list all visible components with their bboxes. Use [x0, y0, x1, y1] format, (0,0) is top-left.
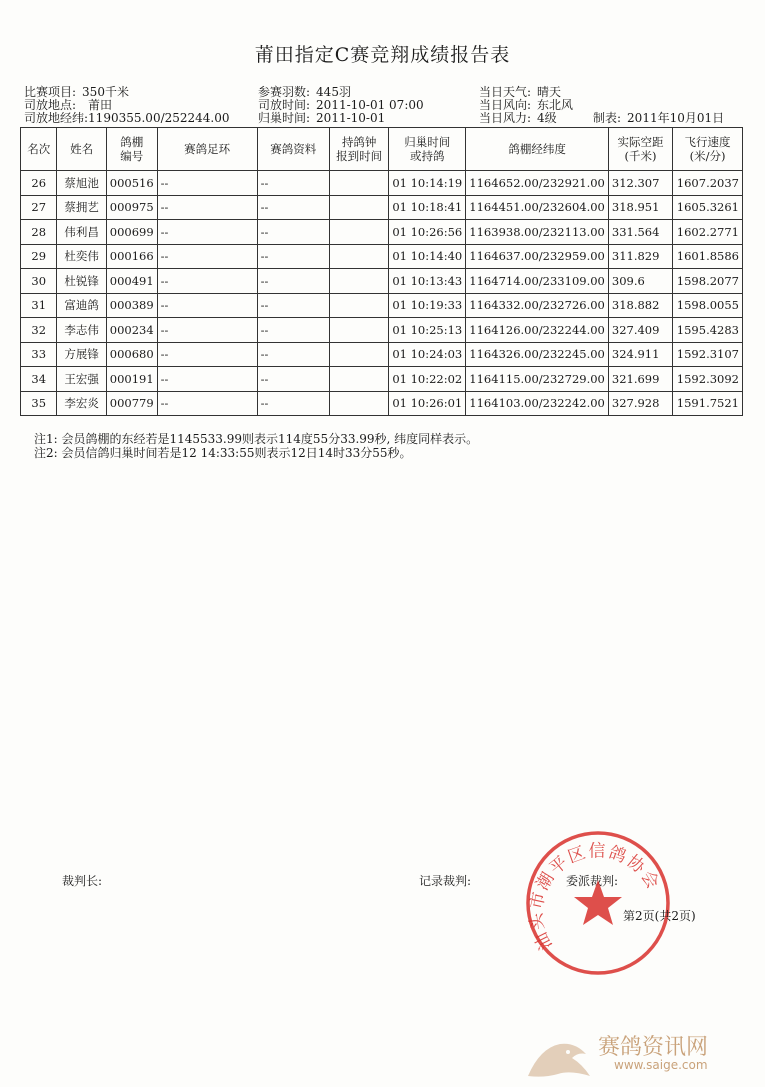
- cell-name: 富迪鸽: [57, 293, 106, 318]
- cell-info: --: [257, 220, 329, 245]
- meta-value: 1190355.00/252244.00: [88, 111, 230, 125]
- cell-rank: 32: [21, 318, 57, 343]
- header-speed: 飞行速度 (米/分): [673, 128, 743, 171]
- cell-name: 王宏强: [57, 367, 106, 392]
- cell-info: --: [257, 391, 329, 416]
- table-row: [21, 391, 743, 416]
- cell-clock-time: [329, 220, 388, 245]
- cell-name: 蔡拥艺: [57, 195, 106, 220]
- cell-loft-coords: 1164637.00/232959.00: [466, 244, 609, 269]
- table-row: [21, 220, 743, 245]
- table-row: [21, 244, 743, 269]
- table-row: [21, 195, 743, 220]
- meta-label: 归巢时间:: [258, 111, 311, 125]
- official-seal-stamp: [523, 828, 673, 978]
- table-row: [21, 269, 743, 294]
- cell-distance: 312.307: [608, 171, 672, 196]
- cell-loft-coords: 1163938.00/232113.00: [466, 220, 609, 245]
- cell-ring: --: [157, 195, 257, 220]
- cell-ring: --: [157, 269, 257, 294]
- cell-speed: 1605.3261: [673, 195, 743, 220]
- assigned-judge-label: 委派裁判:: [566, 874, 619, 888]
- cell-speed: 1592.3107: [673, 342, 743, 367]
- cell-info: --: [257, 293, 329, 318]
- cell-clock-time: [329, 342, 388, 367]
- cell-loft-id: 000234: [106, 318, 157, 343]
- cell-name: 李宏炎: [57, 391, 106, 416]
- watermark-site-name: 赛鸽资讯网: [598, 1035, 709, 1060]
- cell-rank: 35: [21, 391, 57, 416]
- cell-rank: 30: [21, 269, 57, 294]
- header-distance: 实际空距 (千米): [608, 128, 672, 171]
- table-row: [21, 367, 743, 392]
- cell-loft-coords: 1164126.00/232244.00: [466, 318, 609, 343]
- cell-distance: 318.951: [608, 195, 672, 220]
- meta-label: 参赛羽数:: [258, 85, 311, 99]
- cell-loft-coords: 1164326.00/232245.00: [466, 342, 609, 367]
- meta-label: 制表:: [593, 111, 622, 125]
- cell-rank: 28: [21, 220, 57, 245]
- meta-label: 司放地点:: [24, 98, 77, 112]
- meta-made-date: [593, 111, 724, 125]
- cell-rank: 34: [21, 367, 57, 392]
- cell-loft-id: 000166: [106, 244, 157, 269]
- page-number: 第2页(共2页): [623, 909, 696, 923]
- cell-loft-id: 000699: [106, 220, 157, 245]
- cell-rank: 26: [21, 171, 57, 196]
- cell-name: 方展锋: [57, 342, 106, 367]
- header-ring: 赛鸽足环: [157, 128, 257, 171]
- cell-info: --: [257, 195, 329, 220]
- cell-arrival-time: 01 10:26:56: [389, 220, 466, 245]
- cell-distance: 327.928: [608, 391, 672, 416]
- meta-label: 当日天气:: [479, 85, 532, 99]
- note-1: 注1: 会员鸽棚的东经若是1145533.99则表示114度55分33.99秒, 纬度同样表示。: [34, 432, 479, 446]
- cell-ring: --: [157, 342, 257, 367]
- cell-distance: 318.882: [608, 293, 672, 318]
- cell-speed: 1592.3092: [673, 367, 743, 392]
- table-row: [21, 318, 743, 343]
- results-table: [20, 127, 743, 416]
- cell-arrival-time: 01 10:25:13: [389, 318, 466, 343]
- header-loft-id: 鸽棚 编号: [106, 128, 157, 171]
- cell-arrival-time: 01 10:22:02: [389, 367, 466, 392]
- cell-speed: 1595.4283: [673, 318, 743, 343]
- cell-clock-time: [329, 293, 388, 318]
- meta-value: 4级: [537, 111, 557, 125]
- cell-loft-coords: 1164115.00/232729.00: [466, 367, 609, 392]
- chief-judge-label: 裁判长:: [62, 874, 103, 888]
- cell-arrival-time: 01 10:14:19: [389, 171, 466, 196]
- cell-distance: 321.699: [608, 367, 672, 392]
- cell-clock-time: [329, 195, 388, 220]
- meta-value: 2011年10月01日: [627, 111, 725, 125]
- cell-info: --: [257, 318, 329, 343]
- header-loft-coords: 鸽棚经纬度: [466, 128, 609, 171]
- cell-clock-time: [329, 318, 388, 343]
- header-rank: 名次: [21, 128, 57, 171]
- cell-arrival-time: 01 10:13:43: [389, 269, 466, 294]
- cell-name: 伟利昌: [57, 220, 106, 245]
- cell-info: --: [257, 269, 329, 294]
- cell-rank: 31: [21, 293, 57, 318]
- cell-loft-coords: 1164103.00/232242.00: [466, 391, 609, 416]
- svg-text:汕头市潮平区信鸽协会: 汕头市潮平区信鸽协会: [526, 841, 664, 954]
- cell-clock-time: [329, 367, 388, 392]
- cell-speed: 1598.0055: [673, 293, 743, 318]
- cell-clock-time: [329, 269, 388, 294]
- meta-weather: [479, 85, 561, 99]
- cell-speed: 1607.2037: [673, 171, 743, 196]
- cell-ring: --: [157, 293, 257, 318]
- cell-arrival-time: 01 10:24:03: [389, 342, 466, 367]
- cell-ring: --: [157, 244, 257, 269]
- cell-loft-id: 000491: [106, 269, 157, 294]
- cell-loft-coords: 1164332.00/232726.00: [466, 293, 609, 318]
- meta-wind-dir: [479, 98, 573, 112]
- cell-name: 蔡旭池: [57, 171, 106, 196]
- cell-ring: --: [157, 367, 257, 392]
- cell-clock-time: [329, 171, 388, 196]
- cell-speed: 1598.2077: [673, 269, 743, 294]
- meta-label: 司放地经纬:: [24, 111, 89, 125]
- cell-clock-time: [329, 391, 388, 416]
- table-header-row: [21, 128, 743, 171]
- meta-wind-force: [479, 111, 557, 125]
- cell-distance: 331.564: [608, 220, 672, 245]
- cell-loft-coords: 1164652.00/232921.00: [466, 171, 609, 196]
- cell-name: 杜奕伟: [57, 244, 106, 269]
- cell-arrival-time: 01 10:19:33: [389, 293, 466, 318]
- header-info: 赛鸽资料: [257, 128, 329, 171]
- cell-loft-id: 000191: [106, 367, 157, 392]
- meta-value: 2011-10-01 07:00: [316, 98, 424, 112]
- cell-loft-coords: 1164451.00/232604.00: [466, 195, 609, 220]
- meta-release-coords: [24, 111, 230, 125]
- table-row: [21, 342, 743, 367]
- meta-label: 当日风向:: [479, 98, 532, 112]
- header-clock-time: 持鸽钟 报到时间: [329, 128, 388, 171]
- cell-loft-id: 000779: [106, 391, 157, 416]
- meta-value: 东北风: [537, 98, 574, 112]
- cell-loft-id: 000516: [106, 171, 157, 196]
- cell-ring: --: [157, 171, 257, 196]
- header-name: 姓名: [57, 128, 106, 171]
- cell-info: --: [257, 171, 329, 196]
- cell-ring: --: [157, 220, 257, 245]
- cell-arrival-time: 01 10:26:01: [389, 391, 466, 416]
- cell-loft-id: 000680: [106, 342, 157, 367]
- cell-speed: 1601.8586: [673, 244, 743, 269]
- cell-loft-id: 000389: [106, 293, 157, 318]
- table-row: [21, 293, 743, 318]
- cell-arrival-time: 01 10:14:40: [389, 244, 466, 269]
- report-title: 莆田指定C赛竞翔成绩报告表: [254, 44, 511, 66]
- cell-distance: 327.409: [608, 318, 672, 343]
- meta-return-time: [258, 111, 385, 125]
- cell-speed: 1591.7521: [673, 391, 743, 416]
- meta-value: 晴天: [537, 85, 562, 99]
- cell-rank: 29: [21, 244, 57, 269]
- note-2: 注2: 会员信鸽归巢时间若是12 14:33:55则表示12日14时33分55秒。: [34, 446, 412, 460]
- cell-ring: --: [157, 391, 257, 416]
- meta-race-item: [24, 85, 129, 99]
- cell-name: 杜锐锋: [57, 269, 106, 294]
- header-arrival-time: 归巢时间 或持鸽: [389, 128, 466, 171]
- cell-ring: --: [157, 318, 257, 343]
- cell-clock-time: [329, 244, 388, 269]
- cell-arrival-time: 01 10:18:41: [389, 195, 466, 220]
- meta-release-time: [258, 98, 424, 112]
- meta-label: 当日风力:: [479, 111, 532, 125]
- cell-speed: 1602.2771: [673, 220, 743, 245]
- cell-distance: 324.911: [608, 342, 672, 367]
- meta-entries: [258, 85, 351, 99]
- meta-value: 350千米: [82, 85, 129, 99]
- cell-distance: 309.6: [608, 269, 672, 294]
- meta-value: 445羽: [316, 85, 351, 99]
- cell-name: 李志伟: [57, 318, 106, 343]
- watermark-url: www.saige.com: [614, 1058, 708, 1072]
- cell-loft-coords: 1164714.00/233109.00: [466, 269, 609, 294]
- cell-info: --: [257, 244, 329, 269]
- meta-value: 2011-10-01: [316, 111, 386, 125]
- meta-release-place: [24, 98, 112, 112]
- cell-distance: 311.829: [608, 244, 672, 269]
- cell-loft-id: 000975: [106, 195, 157, 220]
- meta-label: 比赛项目:: [24, 85, 77, 99]
- meta-label: 司放时间:: [258, 98, 311, 112]
- cell-rank: 27: [21, 195, 57, 220]
- table-row: [21, 171, 743, 196]
- meta-value: 莆田: [88, 98, 113, 112]
- cell-info: --: [257, 342, 329, 367]
- cell-rank: 33: [21, 342, 57, 367]
- record-judge-label: 记录裁判:: [419, 874, 472, 888]
- cell-info: --: [257, 367, 329, 392]
